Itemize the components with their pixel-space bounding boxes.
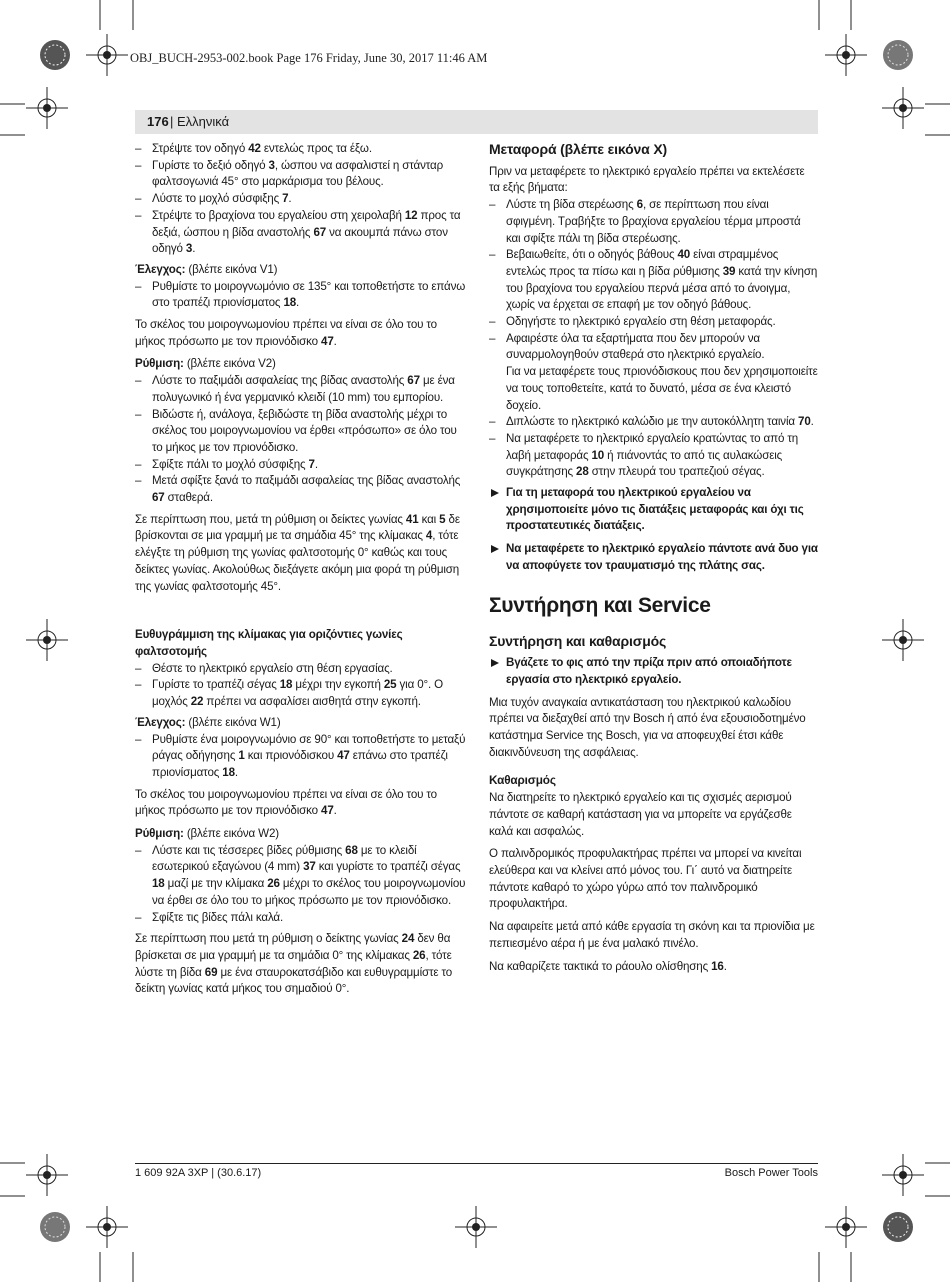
list-item: – Σφίξτε πάλι το μοχλό σύσφιξης 7. [135, 457, 466, 474]
warning-triangle-icon [491, 545, 499, 553]
adjust-w2-heading: Ρύθμιση: (βλέπε εικόνα W2) [135, 827, 279, 841]
list-item: – Λύστε τη βίδα στερέωσης 6, σε περίπτωση που είναι σφιγμένη. Τραβήξτε το βραχίονα εργαλείου τέρμα μπροστά και σφίξτε πάλι τη βίδα στερέωσης. [489, 197, 818, 247]
footer-rule [135, 1163, 818, 1164]
paragraph: Να καθαρίζετε τακτικά το ράουλο ολίσθησης 16. [489, 959, 727, 973]
section-heading-service: Συντήρηση και Service [489, 593, 711, 617]
list-item: – Θέστε το ηλεκτρικό εργαλείο στη θέση εργασίας. [135, 661, 466, 678]
page-header [135, 110, 818, 134]
paragraph: Να αφαιρείτε μετά από κάθε εργασία τη σκόνη και τα πριονίδια με πεπιεσμένο αέρα ή με ένα μαλακό πινέλο. [489, 920, 815, 950]
list-item-continuation: Για να μεταφέρετε τους πριονόδισκους που δεν χρησιμοποιείτε να τους τοποθετείτε, κατά το δυνατό, μέσα σε ένα κλειστό δοχείο. [506, 365, 818, 412]
paragraph: Μια τυχόν αναγκαία αντικατάσταση του ηλεκτρικού καλωδίου πρέπει να διεξαχθεί από την Bosch ή από ένα εξουσιοδοτημένο κατάστημα Service της Bosch, για να αποφευχθεί έτσι κάθε διακινδύνευση της ασφάλειας. [489, 695, 806, 759]
paragraph: Σε περίπτωση που, μετά τη ρύθμιση οι δείκτες γωνίας 41 και 5 δε βρίσκονται σε μια γραμμή με τα σημάδια 45° της κλίμακας 4, τότε ελέγξτε τη ρύθμιση της γωνίας φαλτσοτομής 0° καθώς και τους δείκτες γωνίας. Ακολούθως διεξάγετε ακόμη μια φορά τη ρύθμιση της γωνίας φαλτσοτομής 45°. [135, 512, 460, 593]
page-number: 176 [147, 114, 169, 129]
list-item: – Στρέψτε τον οδηγό 42 εντελώς προς τα έξω. [135, 141, 466, 158]
list-item: – Οδηγήστε το ηλεκτρικό εργαλείο στη θέση μεταφοράς. [489, 314, 818, 331]
list-item: – Λύστε και τις τέσσερες βίδες ρύθμισης 68 με το κλειδί εσωτερικού εξαγώνου (4 mm) 37 και γυρίστε το τραπέζι σέγας 18 μαζί με την κλίμακα 26 μέχρι το σκέλος του μοιρογνωμονίου να έρθει σε όλο του το μήκος πρόσωπο με τον πριονόδισκο. [135, 843, 466, 910]
list-item: – Στρέψτε το βραχίονα του εργαλείου στη χειρολαβή 12 προς τα δεξιά, ώσπου η βίδα αναστολής 67 να ακουμπά πάνω στον οδηγό 3. [135, 208, 466, 258]
list-item: – Διπλώστε το ηλεκτρικό καλώδιο με την αυτοκόλλητη ταινία 70. [489, 414, 818, 431]
left-column [135, 141, 466, 1004]
list-item: – Βιδώστε ή, ανάλογα, ξεβιδώστε τη βίδα αναστολής μέχρι το σκέλος του μοιρογνωμονίου να έρθει «πρόσωπο» σε όλο του το μήκος με τον πριονόδισκο. [135, 407, 466, 457]
list-item: – Γυρίστε το δεξιό οδηγό 3, ώσπου να ασφαλιστεί η στάνταρ φαλτσογωνιά 45° στο μαρκάρισμα του βέλους. [135, 158, 466, 191]
adjust-v2-heading: Ρύθμιση: (βλέπε εικόνα V2) [135, 357, 276, 371]
check-v1-heading: Έλεγχος: (βλέπε εικόνα V1) [135, 262, 278, 276]
list-item: – Λύστε το μοχλό σύσφιξης 7. [135, 191, 466, 208]
section-heading-maintenance: Συντήρηση και καθαρισμός [489, 632, 667, 649]
warning-note: Να μεταφέρετε το ηλεκτρικό εργαλείο πάντοτε ανά δυο για να αποφύγετε τον τραυματισμό της πλάτης σας. [489, 541, 818, 574]
paragraph: Το σκέλος του μοιρογνωμονίου πρέπει να είναι σε όλο του το μήκος πρόσωπο με τον πριονόδισκο 47. [135, 318, 437, 348]
list-item: – Ρυθμίστε ένα μοιρογνωμόνιο σε 90° και τοποθετήστε το μεταξύ ράγας οδήγησης 1 και πριονόδισκου 47 επάνω στο τραπέζι πριονίσματος 18. [135, 732, 466, 782]
list-item: – Μετά σφίξτε ξανά το παξιμάδι ασφαλείας της βίδας αναστολής 67 σταθερά. [135, 473, 466, 506]
paragraph: Το σκέλος του μοιρογνωμονίου πρέπει να είναι σε όλο του το μήκος πρόσωπο με τον πριονόδισκο 47. [135, 787, 437, 818]
section-heading-transport: Μεταφορά (βλέπε εικόνα X) [489, 141, 668, 157]
print-info: OBJ_BUCH-2953-002.book Page 176 Friday, June 30, 2017 11:46 AM [130, 51, 488, 65]
paragraph: Σε περίπτωση που μετά τη ρύθμιση ο δείκτης γωνίας 24 δεν θα βρίσκεται σε μια γραμμή με τα σημάδια 0° της κλίμακας 26, τότε λύστε τη βίδα 69 με ένα σταυροκατσάβιδο και ευθυγραμμίστε το δείκτη γωνίας κατά μήκος του σημαδιού 0°. [135, 932, 453, 996]
list-item: – Γυρίστε το τραπέζι σέγας 18 μέχρι την εγκοπή 25 για 0°. Ο μοχλός 22 πρέπει να ασφαλίσει αισθητά στην εγκοπή. [135, 677, 466, 710]
paragraph: Ο παλινδρομικός προφυλακτήρας πρέπει να μπορεί να κινείται ελεύθερα και να κλείνει από μόνος του. Γι΄ αυτό να διατηρείτε πάντοτε καθαρό το χώρο γύρω από τον παλινδρομικό προφυλακτήρα. [489, 847, 802, 911]
footer-brand: Bosch Power Tools [724, 1167, 818, 1179]
warning-note: Για τη μεταφορά του ηλεκτρικού εργαλείου να χρησιμοποιείτε μόνο τις διατάξεις μεταφοράς και όχι τις προστατευτικές διατάξεις. [489, 485, 818, 535]
paragraph: Πριν να μεταφέρετε το ηλεκτρικό εργαλείο πρέπει να εκτελέσετε τα εξής βήματα: [489, 164, 805, 195]
footer-doc-number: 1 609 92A 3XP | (30.6.17) [135, 1167, 262, 1179]
list-item: – Ρυθμίστε το μοιρογνωμόνιο σε 135° και τοποθετήστε το επάνω στο τραπέζι πριονίσματος 18. [135, 279, 466, 312]
paragraph: Να διατηρείτε το ηλεκτρικό εργαλείο και τις σχισμές αερισμού πάντοτε σε καθαρή κατάσταση για να μπορείτε να εργάζεσθε καλά και ασφαλώς. [489, 791, 792, 838]
list-item: – Σφίξτε τις βίδες πάλι καλά. [135, 910, 466, 927]
section-heading-cleaning: Καθαρισμός [489, 772, 556, 787]
list-item: – Να μεταφέρετε το ηλεκτρικό εργαλείο κρατώντας το από τη λαβή μεταφοράς 10 ή πιάνοντάς το από τις αυλακώσεις συγκράτησης 28 στην πλευρά του τραπεζιού σέγας. [489, 431, 818, 481]
list-item: – Λύστε το παξιμάδι ασφαλείας της βίδας αναστολής 67 με ένα πολυγωνικό ή ένα γερμανικό κλειδί (10 mm) του εμπορίου. [135, 373, 466, 406]
list-item: – Αφαιρέστε όλα τα εξαρτήματα που δεν μπορούν να συναρμολογηθούν σταθερά στο ηλεκτρικό εργαλείο. [489, 331, 818, 364]
warning-triangle-icon [491, 659, 499, 667]
list-item: – Βεβαιωθείτε, ότι ο οδηγός βάθους 40 είναι στραμμένος εντελώς προς τα πίσω και η βίδα ρύθμισης 39 κατά την κίνηση του βραχίονα του εργαλείου περνά μέσα από το άνοιγμα, χωρίς να έρχεται σε επαφή με τον οδηγό βάθους. [489, 247, 818, 314]
right-column [489, 141, 818, 981]
section-heading-scale: Ευθυγράμμιση της κλίμακας για οριζόντιες γωνίες φαλτσοτομής [135, 628, 403, 658]
page-language: Ελληνικά [177, 114, 230, 129]
check-w1-heading: Έλεγχος: (βλέπε εικόνα W1) [135, 715, 281, 729]
warning-triangle-icon [491, 489, 499, 497]
header-separator: | [170, 114, 174, 129]
warning-note: Βγάζετε το φις από την πρίζα πριν από οποιαδήποτε εργασία στο ηλεκτρικό εργαλείο. [489, 655, 818, 688]
